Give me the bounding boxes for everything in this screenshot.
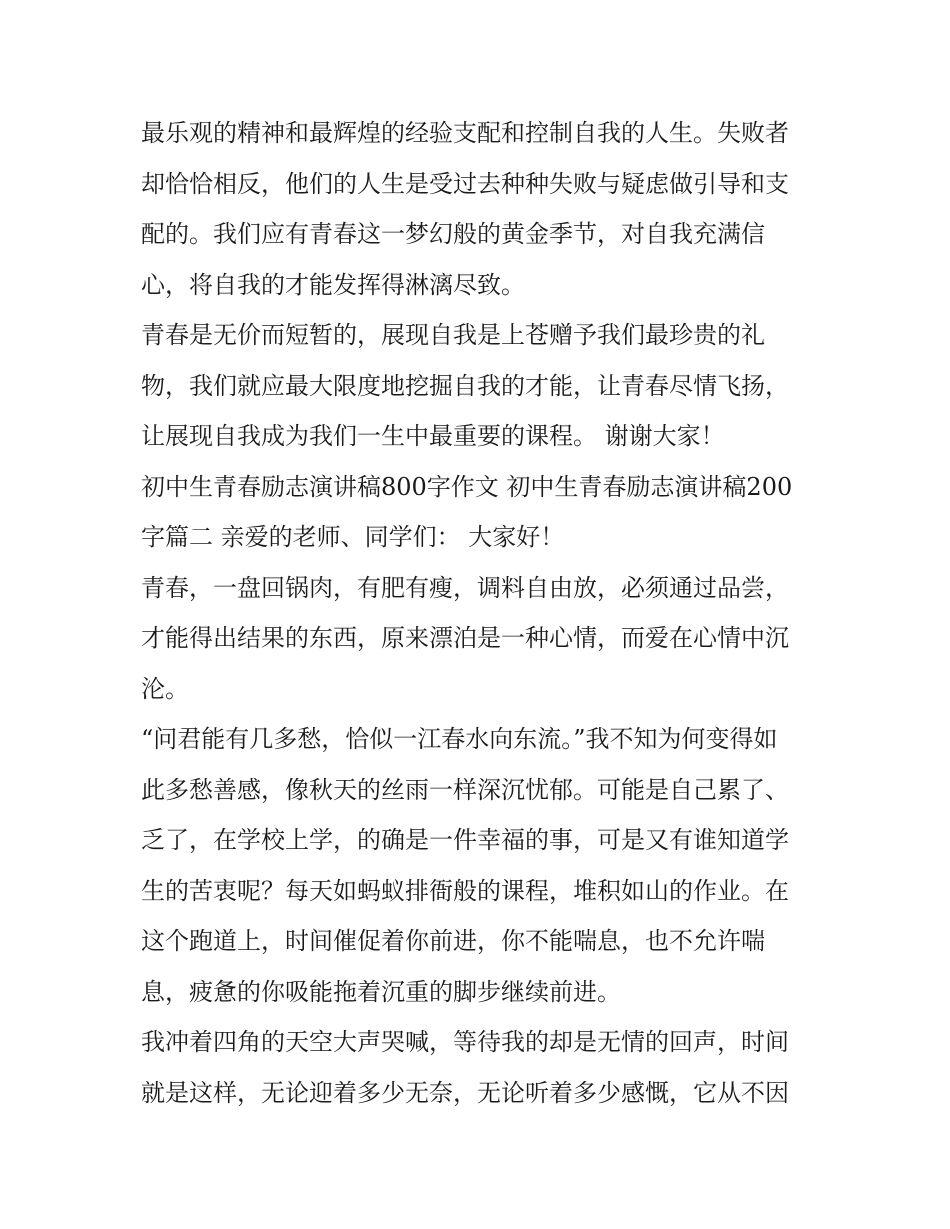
text-line: 这个跑道上，时间催促着你前进，你不能喘息，也不允许喘 — [141, 927, 765, 955]
document-body — [141, 108, 813, 1118]
text-line: 才能得出结果的东西，原来漂泊是一种心情，而爱在心情中沉 — [141, 624, 789, 652]
text-line: 物，我们就应最大限度地挖掘自我的才能，让青春尽情飞扬， — [141, 371, 789, 400]
text-line: 心，将自我的才能发挥得淋漓尽致。 — [141, 270, 525, 299]
text-line: 却恰恰相反，他们的人生是受过去种种失败与疑虑做引导和支 — [141, 169, 789, 198]
text-line: 配的。我们应有青春这一梦幻般的黄金季节，对自我充满信 — [141, 220, 765, 248]
text-line: “问君能有几多愁，恰似一江春水向东流。”我不知为何变得如 — [141, 725, 778, 753]
text-line: 字篇二 亲爱的老师、同学们： 大家好！ — [141, 523, 565, 551]
text-line: 我冲着四角的天空大声哭喊，等待我的却是无情的回声，时间 — [141, 1028, 789, 1056]
text-line: 青春，一盘回锅肉，有肥有瘦，调料自由放，必须通过品尝， — [141, 573, 789, 602]
text-line: 沦。 — [141, 674, 189, 703]
text-line: 最乐观的精神和最辉煌的经验支配和控制自我的人生。失败者 — [141, 119, 789, 147]
text-line: 息，疲惫的你吸能拖着沉重的脚步继续前进。 — [141, 977, 621, 1006]
text-line: 初中生青春励志演讲稿800字作文 初中生青春励志演讲稿200 — [141, 472, 793, 501]
text-line: 生的苦衷呢？每天如蚂蚁排衙般的课程，堆积如山的作业。在 — [141, 876, 789, 905]
text-line: 让展现自我成为我们一生中最重要的课程。 谢谢大家！ — [141, 422, 725, 450]
text-line: 乏了，在学校上学，的确是一件幸福的事，可是又有谁知道学 — [141, 826, 789, 854]
text-line: 此多愁善感，像秋天的丝雨一样深沉忧郁。可能是自己累了、 — [141, 775, 789, 804]
text-line: 就是这样，无论迎着多少无奈，无论听着多少感慨，它从不因 — [141, 1078, 789, 1107]
text-line: 青春是无价而短暂的，展现自我是上苍赠予我们最珍贵的礼 — [141, 321, 765, 349]
